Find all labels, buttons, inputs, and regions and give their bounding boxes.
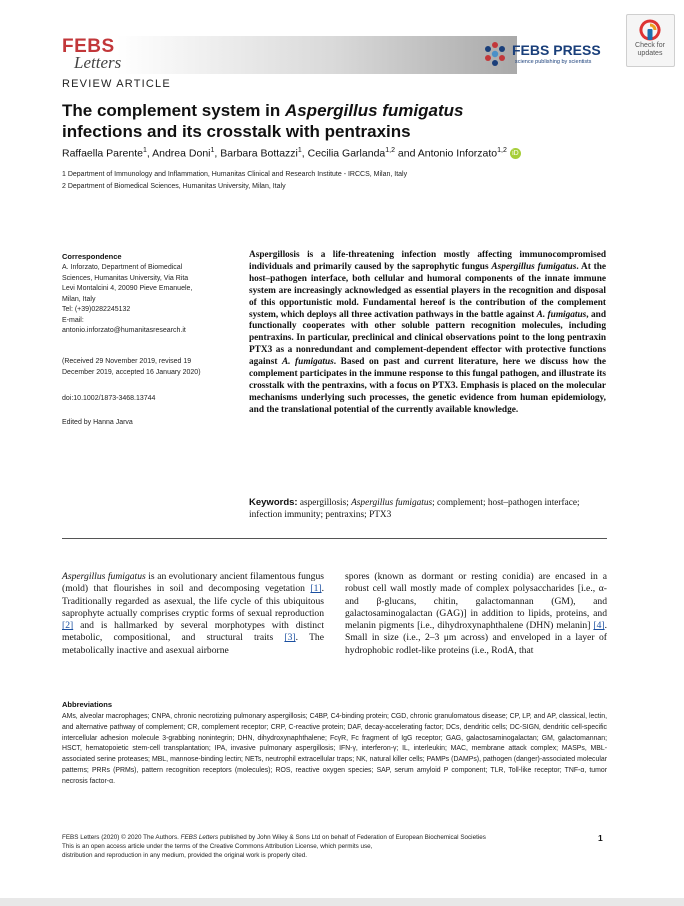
corr-email-link[interactable]: antonio.inforzato@humanitasresearch.it xyxy=(62,327,186,334)
footer-journal: FEBS Letters xyxy=(180,834,219,841)
edited-by: Edited by Hanna Jarva xyxy=(62,419,133,426)
corr-line: Levi Montalcini 4, 20090 Pieve Emanuele, xyxy=(62,285,193,292)
viewer-bottom-strip xyxy=(0,898,684,906)
keywords-text: aspergillosis; xyxy=(297,498,352,508)
author-list xyxy=(62,147,622,160)
body-species: Aspergillus fumigatus xyxy=(62,571,146,582)
abstract-species: A. fumigatus xyxy=(281,357,334,368)
author-affil: 1 xyxy=(297,147,302,154)
body-text: and is hallmarked by several morphotypes with distinct metabolic, compositional, and structural traits xyxy=(62,620,324,644)
author-affil: 1,2 xyxy=(385,147,395,154)
section-divider xyxy=(62,538,607,539)
journal-brand-logo: FEBS xyxy=(62,36,115,57)
body-column-right xyxy=(345,571,607,657)
keywords xyxy=(249,497,606,522)
orcid-icon[interactable]: iD xyxy=(510,148,521,159)
abstract-text: . Based on past and current literature, here we discuss how the complement participates in the immune response to this fungal pathogen, and illustrate its crosstalk with the pentraxins, with a focus on PTX3. Emphasis is placed on the molecular mechanisms underlying such processes, the genetic evidence from human epidemiology, and the translational potential of the currently available knowledge. xyxy=(249,357,606,415)
author-name[interactable]: Barbara Bottazzi xyxy=(220,147,298,160)
febs-press-icon xyxy=(482,41,508,67)
abbreviations-heading: Abbreviations xyxy=(62,700,113,709)
doi-link[interactable]: doi:10.1002/1873-3468.13744 xyxy=(62,395,156,402)
header-gradient-bar xyxy=(62,36,517,74)
body-text: . The metabolically inactive and asexual airborne xyxy=(62,632,324,656)
footer-line: distribution and reproduction in any medium, provided the original work is properly cited. xyxy=(62,851,308,859)
journal-sub-logo: Letters xyxy=(74,53,122,72)
abstract-text: Aspergillosis is a life-threatening infection mostly affecting immunocompromised individuals and primarily caused by the saprophytic fungus xyxy=(249,250,606,272)
author-sep: , xyxy=(146,147,153,160)
author-sep: , xyxy=(214,147,221,160)
title-species: Aspergillus fumigatus xyxy=(284,101,464,120)
title-part: The complement system in xyxy=(62,101,285,120)
publisher-name: FEBS PRESS xyxy=(512,42,601,58)
reference-link[interactable]: [3] xyxy=(284,632,296,644)
page-number: 1 xyxy=(598,833,603,843)
abstract-text: . At the host–pathogen interface, both cellular and humoral components of the innate immune system are increasingly acknowledged as essential players in the recognition and disposal of this opportunistic mold. Fundamental hereof is the contribution of the complement system, which deploys all three activation pathways in the battle against xyxy=(249,261,606,320)
corr-line: A. Inforzato, Department of Biomedical xyxy=(62,264,183,271)
author-affil: 1 xyxy=(210,147,215,154)
body-text: . Traditionally regarded as asexual, the life cycle of this ubiquitous saprophyte actually comprises cryptic forms of sexual reproduction xyxy=(62,583,324,619)
footer-text: FEBS Letters (2020) © 2020 The Authors. xyxy=(62,834,181,841)
footer-line: This is an open access article under the terms of the Creative Commons Attribution License, which permits use, xyxy=(62,842,373,850)
corr-line: Tel: (+39)0282245132 xyxy=(62,306,131,313)
author-affil: 1,2 xyxy=(497,147,507,154)
received-line: December 2019, accepted 16 January 2020) xyxy=(62,368,201,376)
affiliation-1: 1 Department of Immunology and Inflammation, Humanitas Clinical and Research Institute - IRCCS, Milan, Italy xyxy=(62,171,408,178)
author-sep: and xyxy=(394,147,418,160)
author-affil: 1 xyxy=(142,147,147,154)
check-for-updates-label: Check for updates xyxy=(635,42,665,57)
article-title xyxy=(62,100,622,142)
corr-line: Milan, Italy xyxy=(62,295,96,303)
footer-text: published by John Wiley & Sons Ltd on behalf of Federation of European Biochemical Societies xyxy=(218,834,486,841)
author-sep: , xyxy=(301,147,308,160)
abstract-species: A. fumigatus xyxy=(536,309,587,320)
correspondence-heading: Correspondence xyxy=(62,252,122,261)
article-type-label: REVIEW ARTICLE xyxy=(62,78,171,90)
publisher-tagline: science publishing by scientists xyxy=(515,59,592,65)
correspondence-block xyxy=(62,263,232,337)
body-text: . Small in size (i.e., 2–3 μm across) and enveloped in a layer of hydrophobic rodlet-like proteins (i.e., RodA, that xyxy=(345,620,607,656)
keywords-label: Keywords: xyxy=(249,497,298,508)
abbreviations-text: AMs, alveolar macrophages; CNPA, chronic necrotizing pulmonary aspergillosis; C4BP, C4-binding protein; CGD, chronic granulomatous disease; CP, LP, and AP, classical, lectin, and alternative pathway of complement; CR, complement receptor; CRP, C-reactive protein; DAF, decay-accelerating factor; DCs, dendritic cells; DC-SIGN, dendritic cell-specific intercellular adhesion molecule 3-grabbing nonintegrin; DHN, dihydroxynaphthalene; FcγR, Fc fragment of IgG receptor; GAG, galactosaminogalactan; GM, galactomannan; HSCT, hematopoietic stem-cell transplantation; IPA, invasive pulmonary aspergillosis; IFN-γ, interferon-γ; IL, interleukin; MAC, membrane attack complex; MASPs, MBL-associated serine proteases; MBL, mannose-binding lectin; NETs, neutrophil extracellular traps; NK, natural killer cells; PAMPs (DAMPs), pathogen (danger)-associated molecular patterns; PRRs (PRMs), pattern recognition receptors (molecules); ROS, reactive oxygen species; SAP, serum amyloid P component; TLR, Toll-like receptor; TNF-α, tumor necrosis factor-α. xyxy=(62,713,607,785)
keywords-text: ; complement; host–pathogen interface; infection immunity; pentraxins; PTX3 xyxy=(249,498,580,520)
body-text: is an evolutionary ancient filamentous fungus (mold) that flourishes in soil and decomposing vegetation xyxy=(62,571,324,595)
author-name[interactable]: Raffaella Parente xyxy=(62,147,143,160)
author-name[interactable]: Cecilia Garlanda xyxy=(307,147,386,160)
reference-link[interactable]: [1] xyxy=(310,583,322,595)
check-for-updates-button[interactable] xyxy=(626,14,675,67)
check-updates-icon xyxy=(639,19,661,43)
corr-line: E-mail: xyxy=(62,316,84,324)
received-line: (Received 29 November 2019, revised 19 xyxy=(62,358,192,365)
author-name[interactable]: Andrea Doni xyxy=(152,147,211,160)
affiliation-2: 2 Department of Biomedical Sciences, Humanitas University, Milan, Italy xyxy=(62,183,286,190)
body-column-left xyxy=(62,571,324,657)
abstract-text: , and functionally cooperates with other soluble pattern recognition molecules, including pentraxins. In particular, preclinical and clinical observations point to the long pentraxin PTX3 as a nonredundant and complement-dependent effector with protective functions against xyxy=(249,309,606,368)
footer-line xyxy=(62,834,582,843)
title-part: infections and its crosstalk with pentraxins xyxy=(62,122,411,141)
keywords-species: Aspergillus fumigatus xyxy=(351,498,433,508)
abstract xyxy=(249,250,606,417)
received-dates xyxy=(62,357,232,378)
reference-link[interactable]: [4] xyxy=(593,620,605,632)
corr-line: Sciences, Humanitas University, Via Rita xyxy=(62,274,189,282)
reference-link[interactable]: [2] xyxy=(62,620,74,632)
abstract-species: Aspergillus fumigatus xyxy=(491,261,577,272)
body-text: spores (known as dormant or resting conidia) are encased in a robust cell wall mostly made of complex polysaccharides [i.e., α- and β-glucans, chitin, galactomannan (GM), and galactosaminogalactan (GAG)] in addition to lipids, proteins, and melanin pigments [i.e., dihydroxynaphthalene (DHN) melanin] xyxy=(345,571,607,632)
author-name[interactable]: Antonio Inforzato xyxy=(417,147,498,160)
license-footer xyxy=(62,834,582,860)
